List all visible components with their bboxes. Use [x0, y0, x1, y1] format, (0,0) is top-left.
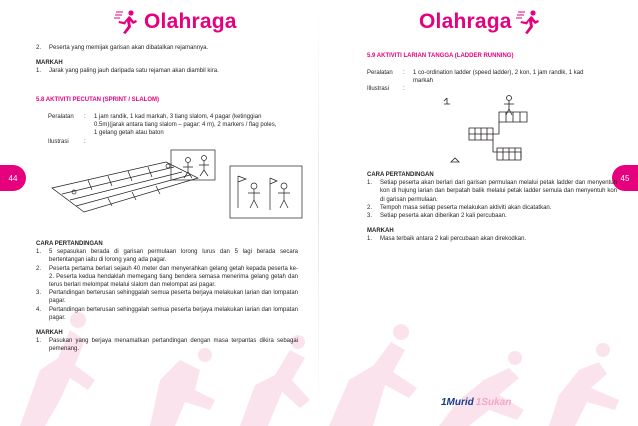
header-title: Olahraga [144, 10, 237, 33]
markah-heading: MARKAH [36, 330, 63, 337]
list-item: 2. Peserta pertama berlari sejauh 40 meter dan menyerahkan gelang getah kepada peserta ke-2. Peserta kedua hendaklah memegang tiang bendera semasa menerima gelang getah dan terus berlari melompat melalui slalom dan melompat asi pagar. [36, 265, 298, 289]
page-number-tab [0, 165, 26, 191]
left-header [110, 8, 237, 36]
section-title: 5.9 AKTIVITI LARIAN TANGGA (LADDER RUNNING) [367, 53, 514, 59]
right-header [419, 8, 546, 36]
cara-heading: CARA PERTANDINGAN [36, 241, 103, 247]
left-cara [36, 240, 298, 354]
list-item: 3. Pertandingan berterusan sehinggalah semua peserta berjaya melakukan larian dan lompatan pagar. [36, 290, 298, 305]
runner-icon [516, 9, 542, 35]
list-item: 1. Pasukan yang berjaya menamatkan pertandingan dengan masa terpantas dikira sebagai pemenang. [36, 338, 298, 353]
right-cara [367, 171, 617, 244]
sprint-slalom-illustration [48, 148, 304, 236]
cara-heading: CARA PERTANDINGAN [367, 172, 434, 178]
list-item: 1. Masa terbaik antara 2 kali percubaan akan direkodkan. [367, 236, 527, 243]
list-item: 1. Jarak yang paling jauh daripada satu rejaman akan diambil kira. [36, 68, 219, 75]
peralatan-row: Peralatan : 1 jam randik, 1 kad markah, 3 tiang slalom, 4 pagar (ketinggian 0.5m)(jarak antara tiang slalom – pagar: 4 m), 2 markers / flag poles, 1 gelang getah atau baton [48, 114, 277, 137]
list-item: 3. Setiap peserta akan diberikan 2 kali percubaan. [367, 213, 507, 220]
list-item: 4. Pertandingan berterusan sehinggalah semua peserta berjaya melakukan larian dan lompatan pagar. [36, 306, 298, 321]
list-item: 1. Setiap peserta akan berlari dari garisan permulaan melalui petak ladder dan menyentuh kon di hujung larian dan berpatah balik melalui petak ladder semula dan menyentuh kon di garisan permulaan. [367, 180, 617, 203]
footer-logo: 1Murid 1Sukan [441, 397, 512, 408]
page-number: 45 [620, 173, 630, 183]
runner-icon [114, 9, 140, 35]
ilustrasi-row: Illustrasi : [367, 86, 405, 93]
list-item: 2. Peserta yang memijak garisan akan dibatalkan rejamannya. [36, 45, 209, 51]
ilustrasi-row: Ilustrasi : [48, 138, 86, 145]
right-section [367, 52, 617, 67]
left-section [36, 96, 298, 111]
right-equipment [367, 69, 617, 94]
header-title: Olahraga [419, 10, 512, 33]
list-item: 2. Tempoh masa setiap peserta melakukan aktiviti akan dicatatkan. [367, 204, 552, 211]
markah-heading: MARKAH [367, 228, 394, 235]
list-item: 1. 5 sepasukan berada di garisan permulaan lorong lurus dan 5 lagi berada secara bertentangan iaitu di lorong yang ada pagar. [36, 249, 298, 264]
section-title: 5.8 AKTIVITI PECUTAN (SPRINT / SLALOM) [36, 97, 160, 103]
peralatan-row: Peralatan : 1 co-ordination ladder (speed ladder), 2 kon, 1 jam randik, 1 kad markah [367, 70, 584, 85]
ladder-running-illustration [437, 92, 547, 164]
markah-heading: MARKAH [36, 60, 63, 67]
right-page [319, 0, 638, 426]
page-number: 44 [8, 173, 18, 183]
left-content [36, 44, 298, 76]
left-equipment [48, 113, 298, 146]
